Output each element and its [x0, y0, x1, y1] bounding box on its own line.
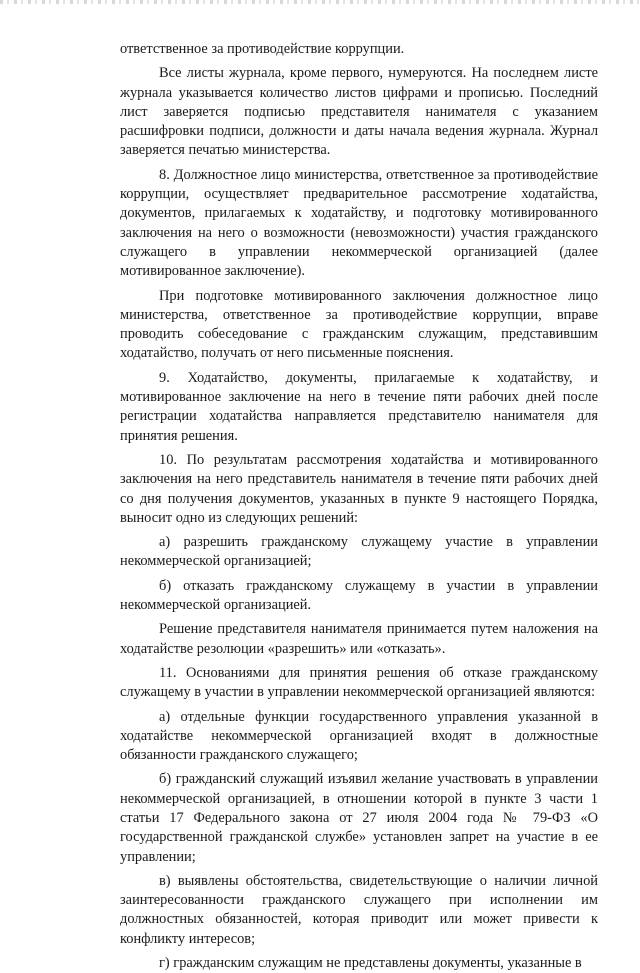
paragraph-4: При подготовке мотивированного заключения должностное лицо министерства, ответственное за противодействие коррупции, вправе проводить собеседование с гражданским служащим, представившим ходатайство, получать от него письменные пояснения. — [120, 287, 598, 362]
paragraph-10: 11. Основаниями для принятия решения об отказе гражданскому служащему в участии в управлении некоммерческой организацией являются: — [120, 664, 598, 701]
scan-edge-artifact — [0, 0, 640, 4]
paragraph-6: 10. По результатам рассмотрения ходатайства и мотивированного заключения на него представитель нанимателя в течение пяти рабочих дней со дня получения документов, указанных в пункте 9 настоящего Порядка, выносит одно из следующих решений: — [120, 451, 598, 526]
paragraph-1: ответственное за противодействие коррупции. — [120, 41, 405, 57]
paragraph-14: г) гражданским служащим не представлены документы, указанные в — [159, 955, 582, 972]
paragraph-12: б) гражданский служащий изъявил желание участвовать в управлении некоммерческой организацией, в отношении которой в пункте 3 части 1 статьи 17 Федерального закона от 27 июля 2004 года № 79-ФЗ «О государственной гражданской службе» установлен запрет на участие в ее управлении; — [120, 771, 598, 865]
paragraph-2: Все листы журнала, кроме первого, нумеруются. На последнем листе журнала указывается количество листов цифрами и прописью. Последний лист заверяется подписью представителя нанимателя с указанием расшифровки подписи, должности и даты начала ведения журнала. Журнал заверяется печатью министерства. — [120, 65, 598, 159]
paragraph-9: Решение представителя нанимателя принимается путем наложения на ходатайстве резолюции «разрешить» или «отказать». — [120, 621, 598, 657]
paragraph-3: 8. Должностное лицо министерства, ответственное за противодействие коррупции, осуществляет предварительное рассмотрение ходатайства, документов, прилагаемых к ходатайству, и подготовку мотивированного заключения на него о возможности (невозможности) участия гражданского служащего в управлении некоммерческой организацией (далее мотивированное заключение). — [120, 166, 598, 280]
paragraph-7: а) разрешить гражданскому служащему участие в управлении некоммерческой организацией; — [120, 534, 598, 570]
document-page — [120, 40, 598, 973]
paragraph-11: а) отдельные функции государственного управления указанной в ходатайстве некоммерческой организацией входят в должностные обязанности гражданского служащего; — [120, 708, 598, 764]
paragraph-8: б) отказать гражданскому служащему в участии в управлении некоммерческой организацией. — [120, 577, 598, 614]
paragraph-13: в) выявлены обстоятельства, свидетельствующие о наличии личной заинтересованности гражданского служащего при исполнении им должностных обязанностей, которая приводит или может привести к конфликту интересов; — [120, 872, 598, 947]
paragraph-5: 9. Ходатайство, документы, прилагаемые к ходатайству, и мотивированное заключение на него в течение пяти рабочих дней после регистрации ходатайства направляется представителю нанимателя для принятия решения. — [120, 369, 598, 444]
